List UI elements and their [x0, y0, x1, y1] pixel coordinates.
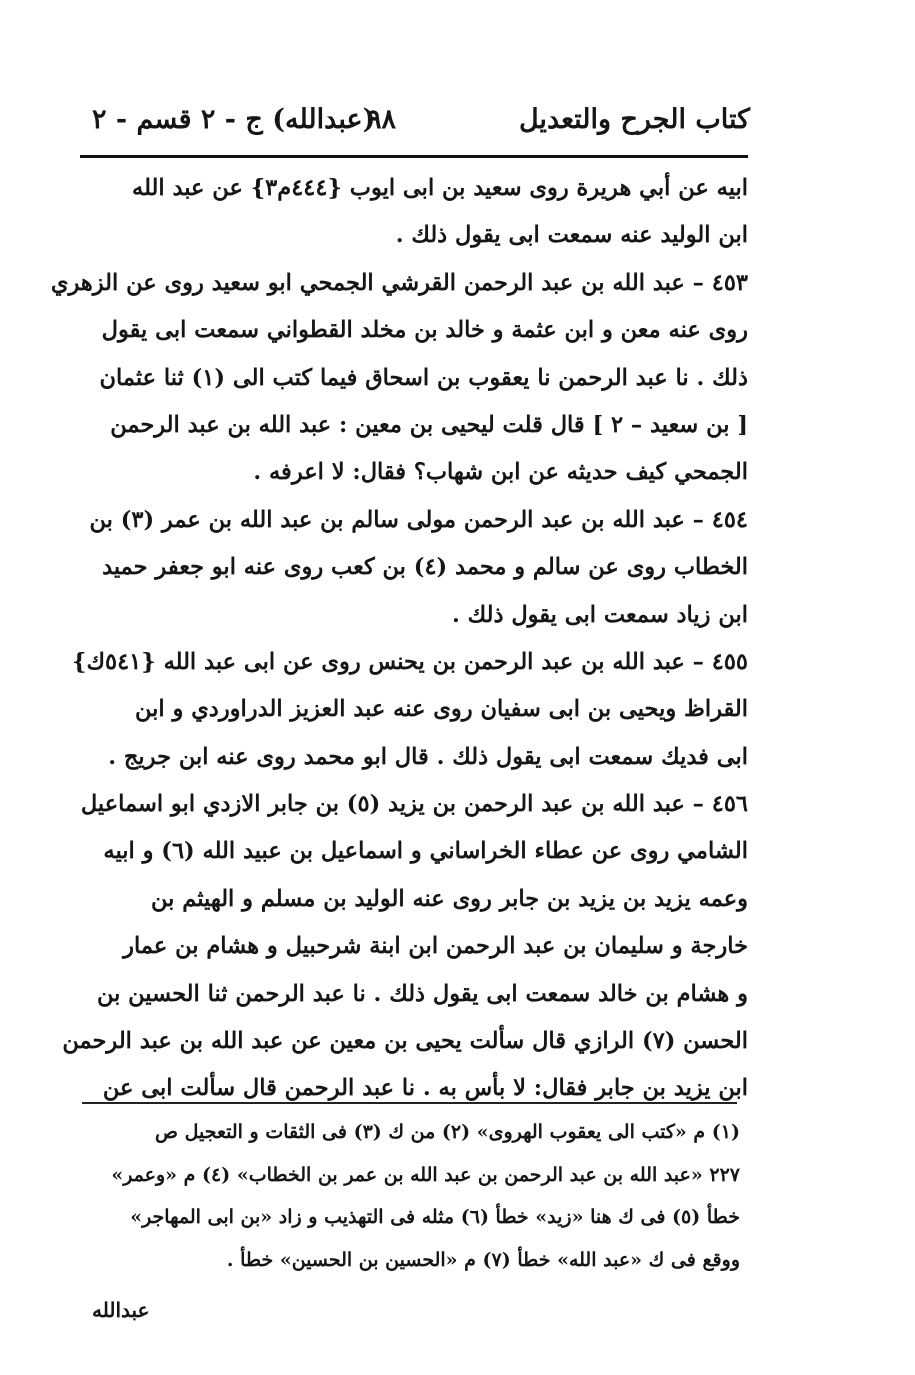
entry-453-line: ٤٥٣ – عبد الله بن عبد الرحمن القرشي الجمحي ابو سعيد روى عن الزهري	[50, 269, 748, 296]
text-line: ذلك . نا عبد الرحمن نا يعقوب بن اسحاق فيما كتب الى (١) ثنا عثمان	[99, 364, 748, 391]
footnote-line: (١) م «كتب الى يعقوب الهروى» (٢) من ك (٣) فى الثقات و التعجيل ص	[154, 1121, 740, 1143]
footnote-line: ٢٢٧ «عبد الله بن عبد الرحمن بن عبد الله بن عمر بن الخطاب» (٤) م «وعمر»	[111, 1163, 740, 1186]
section-reference: (عبدالله) ج - ٢ قسم - ٢	[92, 104, 376, 135]
entry-454-line: ٤٥٤ – عبد الله بن عبد الرحمن مولى سالم بن عبد الله بن عمر (٣) بن	[89, 506, 748, 533]
main-text	[50, 165, 748, 1113]
text-line: وعمه يزيد بن يزيد بن جابر روى عنه الوليد بن مسلم و الهيثم بن	[151, 885, 748, 912]
text-line: الشامي روى عن عطاء الخراساني و اسماعيل بن عبيد الله (٦) و ابيه	[103, 838, 748, 865]
running-header	[82, 98, 750, 154]
text-line: الحسن (٧) الرازي قال سألت يحيى بن معين عن عبد الله بن عبد الرحمن	[62, 1028, 748, 1055]
text-line: [ بن سعيد – ٢ ] قال قلت ليحيى بن معين : عبد الله بن عبد الرحمن	[110, 411, 748, 438]
text-line: ابيه عن أبي هريرة روى سعيد بن ابى ايوب {٤٤٤م٣} عن عبد الله	[132, 175, 748, 201]
text-line: ابن الوليد عنه سمعت ابى يقول ذلك .	[395, 222, 748, 249]
text-line: القراظ ويحيى بن ابى سفيان روى عنه عبد العزيز الدراوردي و ابن	[135, 696, 748, 723]
footnotes	[82, 1111, 740, 1281]
text-line: الجمحي كيف حديثه عن ابن شهاب؟ فقال: لا اعرفه .	[253, 459, 748, 486]
text-line: ابن يزيد بن جابر فقال: لا بأس به . نا عبد الرحمن قال سألت ابى عن	[102, 1075, 748, 1102]
text-line: روى عنه معن و ابن عثمة و خالد بن مخلد القطواني سمعت ابى يقول	[101, 317, 748, 344]
book-title: كتاب الجرح والتعديل	[518, 104, 750, 135]
entry-455-line: ٤٥٥ – عبد الله بن عبد الرحمن بن يحنس روى عن ابى عبد الله {٥٤١ك}	[71, 648, 748, 675]
text-line: خارجة و سليمان بن عبد الرحمن ابن ابنة شرحبيل و هشام بن عمار	[123, 933, 748, 960]
text-line: الخطاب روى عن سالم و محمد (٤) بن كعب روى عنه ابو جعفر حميد	[102, 554, 748, 581]
catchword: عبدالله	[92, 1298, 150, 1322]
text-line: و هشام بن خالد سمعت ابى يقول ذلك . نا عبد الرحمن ثنا الحسين بن	[96, 980, 748, 1007]
footnote-line: خطأ (٥) فى ك هنا «زيد» خطأ (٦) مثله فى التهذيب و زاد «بن ابى المهاجر»	[130, 1206, 740, 1228]
footnote-rule	[82, 1102, 737, 1104]
header-rule	[80, 155, 748, 158]
page-number: ٩٨	[367, 104, 397, 135]
text-line: ابن زياد سمعت ابى يقول ذلك .	[451, 601, 748, 628]
footnote-line: ووقع فى ك «عبد الله» خطأ (٧) م «الحسين بن الحسين» خطأ .	[226, 1248, 740, 1271]
text-line: ابى فديك سمعت ابى يقول ذلك . قال ابو محمد روى عنه ابن جريج .	[108, 743, 748, 770]
entry-456-line: ٤٥٦ – عبد الله بن عبد الرحمن بن يزيد (٥) بن جابر الازدي ابو اسماعيل	[80, 791, 748, 818]
